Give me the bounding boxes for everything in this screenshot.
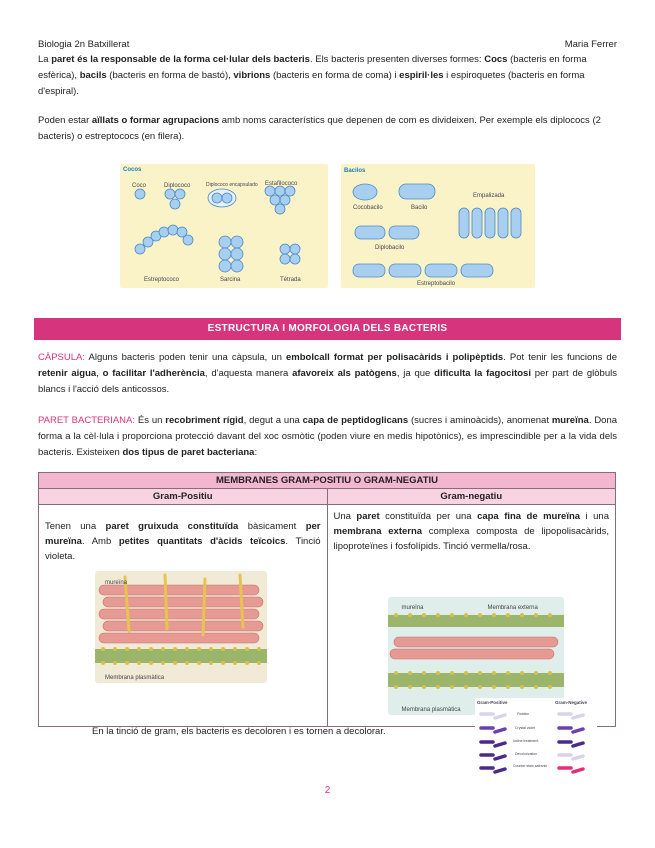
cocci-label-tetrada: Tétrada <box>280 277 301 283</box>
intro-paragraph-groups <box>38 113 617 145</box>
text-run: . Pot tenir les funcions de <box>503 352 617 363</box>
bold-text-run: vibrions <box>233 70 271 81</box>
gram-stain-step-counterstain: Counter stain safranin <box>513 764 548 768</box>
cocci-figure-title: Cocos <box>123 167 142 173</box>
text-run: . Tinció violeta. <box>45 536 321 562</box>
gram-positive-label-murein: mureïna <box>105 580 128 586</box>
bold-text-run: retenir aigua <box>38 368 97 379</box>
cocci-label-diplococo-encapsulado: Diplococo encapsulado <box>206 182 258 188</box>
gram-stain-step-fixation: Fixation <box>517 712 530 716</box>
bold-text-run: bacils <box>79 70 107 81</box>
bacilli-figure <box>341 164 535 288</box>
text-run: És un <box>135 415 166 426</box>
text-run: (bacteris en forma de coma) i <box>270 70 400 81</box>
bacilli-label-estreptobacilo: Estreptobacilo <box>417 281 456 287</box>
bacilli-label-cocobacilo: Cocobacilo <box>353 205 383 211</box>
table-title: MEMBRANES GRAM-POSITIU O GRAM-NEGATIU <box>39 473 616 489</box>
bacilli-label-diplobacilo: Diplobacilo <box>375 245 405 251</box>
intro-paragraph-forms <box>38 52 617 100</box>
text-run: . Els bacteris presenten diverses formes: <box>309 54 485 65</box>
text-run: (sucres i aminoàcids), anomenat <box>408 415 552 426</box>
text-run: bàsicament <box>238 521 306 532</box>
text-run: , d'aquesta manera <box>204 368 293 379</box>
cell-wall-paragraph <box>38 413 617 461</box>
bold-text-run: dos tipus de paret bacteriana <box>122 447 255 458</box>
bold-text-run: paret gruixuda constituïda <box>105 521 239 532</box>
text-run: constituïda per una <box>379 511 478 522</box>
bold-text-run: aïllats o formar agrupacions <box>91 115 220 126</box>
text-run: i una <box>580 511 609 522</box>
gram-comparison-table <box>38 472 616 727</box>
table-header-gram-positive: Gram-Positiu <box>39 489 328 505</box>
bacilli-figure-title: Bacilos <box>344 168 366 174</box>
gram-negative-label-outer-membrane: Membrana externa <box>487 605 538 611</box>
bold-text-run: capa de peptidoglicans <box>302 415 409 426</box>
gram-positive-membrane-image <box>95 571 267 683</box>
text-run: : <box>254 447 258 458</box>
gram-stain-caption: En la tinció de gram, els bacteris es decoloren i es tornen a decolorar. <box>92 726 386 737</box>
text-run: , ja que <box>396 368 435 379</box>
bacilli-label-empalizada: Empalizada <box>473 193 505 199</box>
bold-text-run: capa fina de mureïna <box>477 511 581 522</box>
table-header-gram-negative: Gram-negatiu <box>327 489 616 505</box>
page-header <box>38 38 617 52</box>
gram-negative-label-plasma-membrane: Membrana plasmàtica <box>401 707 461 713</box>
text-run: . Dona forma a la cèl·lula i proporciona protecció davant del xoc osmòtic (poden viure en medis hipotònics), es imprescindible per a la vida dels bacteris. Existeixen <box>38 415 618 458</box>
text-run: (bacteris en forma de bastó), <box>106 70 234 81</box>
bold-text-run: espiril·les <box>399 70 444 81</box>
cocci-label-estafilococo: Estafilococo <box>265 181 298 187</box>
bold-text-run: mureïna <box>551 415 589 426</box>
section-banner: ESTRUCTURA I MORFOLOGIA DELS BACTERIS <box>34 318 621 340</box>
bold-text-run: Cocs <box>484 54 508 65</box>
header-subject: Biologia 2n Batxillerat <box>38 39 130 50</box>
gram-stain-header-positive: Gram-Positive <box>477 700 508 705</box>
text-run: (bacteris en forma esfèrica), <box>38 54 587 81</box>
bold-text-run: recobriment rígid <box>165 415 244 426</box>
text-run: La <box>38 54 52 65</box>
bold-text-run: per mureïna <box>45 521 321 547</box>
cocci-figure <box>120 164 328 288</box>
capsule-text <box>38 352 617 395</box>
capsule-label: CÀPSULA: <box>38 352 85 363</box>
capsule-paragraph <box>38 350 617 398</box>
gram-positive-label-plasma-membrane: Membrana plasmàtica <box>105 675 165 681</box>
page-number: 2 <box>324 785 331 796</box>
gram-stain-step-iodine: Iodine treatment <box>513 739 539 743</box>
bold-text-run: o facilitar l'adherència <box>102 368 205 379</box>
gram-negative-cell <box>327 505 616 727</box>
bacilli-illustration <box>341 164 535 288</box>
bold-text-run: paret <box>356 511 380 522</box>
text-run: . Amb <box>81 536 119 547</box>
bold-text-run: afavoreix als patògens <box>292 368 397 379</box>
gram-negative-description <box>334 509 610 554</box>
gram-stain-step-crystal-violet: Crystal violet <box>515 726 536 730</box>
text-run: , <box>96 368 103 379</box>
bold-text-run: paret és la responsable de la forma cel·lular dels bacteris <box>51 54 310 65</box>
text-run: complexa composta de lipopolisacàrids, lipoproteïnes i fosfolípids. Tinció vermella/rosa. <box>333 526 609 552</box>
gram-negative-label-murein: mureïna <box>401 605 424 611</box>
bold-text-run: embolcall format per polisacàrids i polipèptids <box>285 352 504 363</box>
bold-text-run: membrana externa <box>333 526 423 537</box>
text-run: per part de glòbuls blancs i l'acció dels anticossos. <box>38 368 617 395</box>
text-run: Poden estar <box>38 115 92 126</box>
gram-stain-step-decolorization: Decolorization <box>515 752 538 756</box>
gram-stain-header-negative: Gram-Negative <box>555 700 588 705</box>
bold-text-run: petites quantitats d'àcids teïcoics <box>118 536 286 547</box>
bacilli-label-bacilo: Bacilo <box>411 205 428 211</box>
bold-text-run: dificulta la fagocitosi <box>434 368 531 379</box>
cocci-label-coco: Coco <box>132 183 147 189</box>
cocci-label-diplococo: Diplococo <box>164 183 191 189</box>
text-run: , degut a una <box>243 415 303 426</box>
gram-stain-bacteria-illustration <box>475 698 597 776</box>
cocci-label-sarcina: Sarcina <box>220 277 241 283</box>
text-run: Tenen una <box>45 521 106 532</box>
text-run: amb noms característics que depenen de com es divideixen. Per exemple els diplococs (2 bacteris) o estreptococs (en filera). <box>38 115 601 142</box>
cocci-label-estreptococo: Estreptococo <box>144 277 180 283</box>
gram-stain-diagram <box>475 698 597 776</box>
gram-positive-cell <box>39 505 328 727</box>
text-run: Alguns bacteris poden tenir una càpsula, un <box>85 352 286 363</box>
gram-positive-description <box>45 519 321 564</box>
header-author: Maria Ferrer <box>564 39 617 50</box>
cell-wall-label: PARET BACTERIANA: <box>38 415 136 426</box>
text-run: Una <box>333 511 357 522</box>
text-run: i espiroquetes (bacteris en forma d'espiral). <box>38 70 585 97</box>
